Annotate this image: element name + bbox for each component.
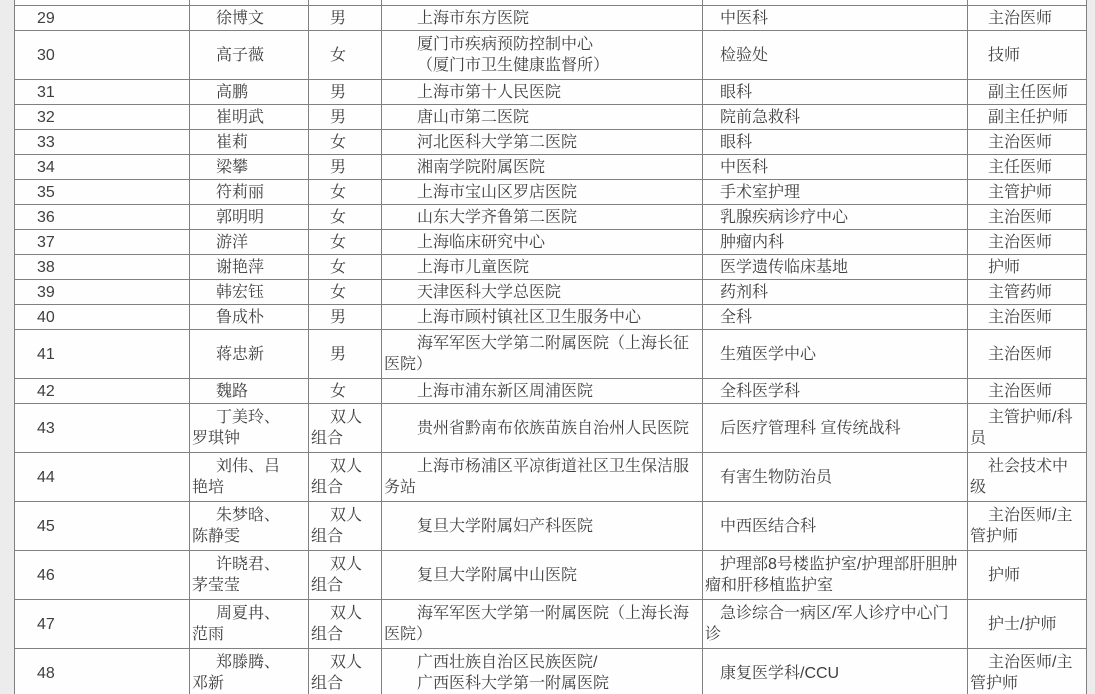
cell-text-line: 河北医科大学第二医院: [417, 133, 578, 151]
cell-text-line: 管护师: [970, 675, 1019, 692]
cell-department: [703, 205, 968, 230]
cell-title: [968, 600, 1087, 649]
cell-gender: [309, 379, 382, 404]
row-number-text: 39: [37, 283, 55, 301]
cell-text-line: 范雨: [192, 626, 225, 643]
cell-text-line: 手术室护理: [720, 183, 801, 201]
cell-text-line: 组合: [311, 675, 344, 692]
cell-text-line: 朱梦晗、: [216, 507, 281, 524]
cell-hospital: [382, 305, 703, 330]
cell-name: [190, 600, 309, 649]
row-number-text: 42: [37, 382, 55, 400]
cell-row-number: [15, 105, 190, 130]
row-number-text: 37: [37, 233, 55, 251]
row-number-text: 30: [37, 46, 55, 64]
cell-text-line: 双人: [330, 409, 363, 426]
cell-text-line: 鲁成朴: [216, 308, 265, 326]
cell-row-number: [15, 180, 190, 205]
cell-text-line: 组合: [311, 528, 344, 545]
cell-text-line: 双人: [330, 507, 363, 524]
cell-text-line: 双人: [330, 605, 363, 622]
cell-text-line: 许晓君、: [216, 556, 281, 573]
table-row: [15, 649, 1087, 694]
cell-row-number: [15, 155, 190, 180]
cell-hospital: [382, 255, 703, 280]
cell-hospital: [382, 600, 703, 649]
cell-row-number: [15, 6, 190, 31]
cell-department: [703, 330, 968, 379]
row-number-text: 35: [37, 183, 55, 201]
cell-text-line: 全科: [720, 308, 753, 326]
cell-text-line: 上海市杨浦区平凉街道社区卫生保洁服: [417, 458, 690, 475]
cell-text-line: 男: [330, 83, 347, 101]
cell-text-line: 主治医师: [988, 233, 1053, 251]
cell-text-line: 急诊综合一病区/军人诊疗中心门: [720, 605, 949, 622]
cell-text-line: 天津医科大学总医院: [417, 283, 562, 301]
cell-text-line: 全科医学科: [720, 382, 801, 400]
cell-text-line: 男: [330, 108, 347, 126]
cell-title: [968, 255, 1087, 280]
table-row: [15, 180, 1087, 205]
cell-text-line: 女: [330, 382, 347, 400]
cell-department: [703, 105, 968, 130]
cell-text-line: 主治医师/主: [988, 507, 1073, 524]
cell-text-line: 女: [330, 233, 347, 251]
cell-gender: [309, 31, 382, 80]
cell-title: [968, 105, 1087, 130]
cell-text-line: 复旦大学附属妇产科医院: [417, 517, 594, 535]
cell-text-line: 邓新: [192, 675, 225, 692]
cell-text-line: 广西壮族自治区民族医院/: [417, 654, 598, 671]
cell-text-line: 梁攀: [216, 158, 249, 176]
cell-text-line: 高鹏: [216, 83, 249, 101]
row-number-text: 40: [37, 308, 55, 326]
cell-row-number: [15, 255, 190, 280]
cell-text-line: 主治医师: [988, 133, 1053, 151]
cell-text-line: 高子薇: [216, 46, 265, 64]
cell-gender: [309, 280, 382, 305]
row-number-text: 48: [37, 664, 55, 682]
cell-department: [703, 180, 968, 205]
cell-hospital: [382, 105, 703, 130]
table-row: [15, 305, 1087, 330]
cell-text-line: 上海市浦东新区周浦医院: [417, 382, 594, 400]
cell-text-line: 主管护师/科: [988, 409, 1073, 426]
cell-row-number: [15, 502, 190, 551]
cell-text-line: 符莉丽: [216, 183, 265, 201]
cell-row-number: [15, 453, 190, 502]
cell-text-line: 海军军医大学第二附属医院（上海长征: [417, 335, 690, 352]
table-row: [15, 600, 1087, 649]
cell-text-line: 中医科: [720, 9, 769, 27]
table-row: [15, 105, 1087, 130]
personnel-table-body: [15, 0, 1087, 694]
cell-text-line: 级: [970, 479, 987, 496]
cell-gender: [309, 180, 382, 205]
cell-gender: [309, 80, 382, 105]
cell-title: [968, 649, 1087, 694]
cell-text-line: 女: [330, 258, 347, 276]
cell-name: [190, 255, 309, 280]
cell-text-line: 药剂科: [720, 283, 769, 301]
cell-hospital: [382, 205, 703, 230]
cell-text-line: 周夏冉、: [216, 605, 281, 622]
cell-title: [968, 205, 1087, 230]
table-row: [15, 255, 1087, 280]
row-number-text: 46: [37, 566, 55, 584]
cell-department: [703, 305, 968, 330]
cell-department: [703, 80, 968, 105]
cell-name: [190, 6, 309, 31]
cell-row-number: [15, 230, 190, 255]
cell-name: [190, 330, 309, 379]
cell-department: [703, 453, 968, 502]
cell-gender: [309, 404, 382, 453]
cell-title: [968, 453, 1087, 502]
cell-text-line: 男: [330, 9, 347, 27]
cell-hospital: [382, 379, 703, 404]
cell-text-line: 医院）: [384, 356, 433, 373]
cell-row-number: [15, 551, 190, 600]
cell-row-number: [15, 205, 190, 230]
cell-title: [968, 6, 1087, 31]
cell-text-line: 山东大学齐鲁第二医院: [417, 208, 578, 226]
row-number-text: 31: [37, 83, 55, 101]
cell-text-line: 医学遗传临床基地: [720, 258, 849, 276]
cell-text-line: 康复医学科/CCU: [720, 664, 840, 682]
cell-text-line: 男: [330, 345, 347, 363]
cell-gender: [309, 130, 382, 155]
cell-title: [968, 502, 1087, 551]
cell-text-line: 女: [330, 208, 347, 226]
cell-text-line: 韩宏钰: [216, 283, 265, 301]
row-number-text: 29: [37, 9, 55, 27]
cell-text-line: 管护师: [970, 528, 1019, 545]
cell-name: [190, 205, 309, 230]
cell-row-number: [15, 649, 190, 694]
row-number-text: 34: [37, 158, 55, 176]
cell-text-line: 社会技术中: [988, 458, 1069, 475]
cell-gender: [309, 105, 382, 130]
cell-hospital: [382, 130, 703, 155]
cell-text-line: 复旦大学附属中山医院: [417, 566, 578, 584]
cell-row-number: [15, 31, 190, 80]
row-number-text: 32: [37, 108, 55, 126]
cell-row-number: [15, 600, 190, 649]
cell-text-line: 院前急救科: [720, 108, 801, 126]
cell-text-line: 后医疗管理科 宣传统战科: [720, 419, 901, 437]
cell-hospital: [382, 280, 703, 305]
cell-text-line: 肿瘤内科: [720, 233, 785, 251]
cell-text-line: 主治医师: [988, 208, 1053, 226]
cell-text-line: 贵州省黔南布依族苗族自治州人民医院: [417, 419, 690, 437]
table-row: [15, 280, 1087, 305]
cell-text-line: 副主任医师: [988, 83, 1069, 101]
cell-text-line: 检验处: [720, 46, 769, 64]
cell-text-line: 蒋忠新: [216, 345, 265, 363]
cell-text-line: 护师: [988, 566, 1021, 584]
cell-department: [703, 130, 968, 155]
cell-text-line: 员: [970, 430, 987, 447]
cell-department: [703, 230, 968, 255]
table-row: [15, 379, 1087, 404]
cell-text-line: 主任医师: [988, 158, 1053, 176]
cell-text-line: 女: [330, 46, 347, 64]
cell-text-line: 女: [330, 283, 347, 301]
cell-text-line: 有害生物防治员: [720, 468, 833, 486]
cell-row-number: [15, 280, 190, 305]
row-number-text: 43: [37, 419, 55, 437]
cell-hospital: [382, 649, 703, 694]
cell-gender: [309, 502, 382, 551]
cell-text-line: 广西医科大学第一附属医院: [417, 675, 610, 692]
cell-hospital: [382, 6, 703, 31]
cell-department: [703, 404, 968, 453]
cell-text-line: 中西医结合科: [720, 517, 817, 535]
cell-gender: [309, 330, 382, 379]
cell-row-number: [15, 130, 190, 155]
cell-text-line: 刘伟、吕: [216, 458, 281, 475]
cell-row-number: [15, 80, 190, 105]
table-row: [15, 453, 1087, 502]
row-number-text: 41: [37, 345, 55, 363]
cell-title: [968, 130, 1087, 155]
cell-title: [968, 305, 1087, 330]
cell-name: [190, 305, 309, 330]
cell-text-line: 上海市宝山区罗店医院: [417, 183, 578, 201]
cell-text-line: 上海市第十人民医院: [417, 83, 562, 101]
cell-department: [703, 649, 968, 694]
cell-hospital: [382, 180, 703, 205]
cell-name: [190, 551, 309, 600]
cell-hospital: [382, 551, 703, 600]
cell-name: [190, 649, 309, 694]
table-row: [15, 80, 1087, 105]
cell-text-line: （厦门市卫生健康监督所）: [417, 57, 610, 74]
cell-name: [190, 453, 309, 502]
cell-text-line: 丁美玲、: [216, 409, 281, 426]
cell-hospital: [382, 80, 703, 105]
cell-department: [703, 255, 968, 280]
cell-gender: [309, 453, 382, 502]
cell-name: [190, 155, 309, 180]
row-number-text: 44: [37, 468, 55, 486]
cell-text-line: 上海市东方医院: [417, 9, 530, 27]
table-row: [15, 130, 1087, 155]
cell-row-number: [15, 379, 190, 404]
cell-title: [968, 155, 1087, 180]
cell-text-line: 护士/护师: [988, 615, 1057, 633]
cell-text-line: 上海市儿童医院: [417, 258, 530, 276]
cell-text-line: 女: [330, 183, 347, 201]
cell-gender: [309, 230, 382, 255]
cell-text-line: 唐山市第二医院: [417, 108, 530, 126]
row-number-text: 38: [37, 258, 55, 276]
cell-hospital: [382, 330, 703, 379]
cell-title: [968, 280, 1087, 305]
cell-text-line: 谢艳萍: [216, 258, 265, 276]
cell-text-line: 主治医师: [988, 308, 1053, 326]
cell-hospital: [382, 31, 703, 80]
cell-text-line: 主治医师: [988, 382, 1053, 400]
cell-hospital: [382, 155, 703, 180]
cell-title: [968, 230, 1087, 255]
cell-text-line: 海军军医大学第一附属医院（上海长海: [417, 605, 690, 622]
cell-title: [968, 330, 1087, 379]
cell-text-line: 护理部8号楼监护室/护理部肝胆肿: [720, 556, 958, 573]
cell-text-line: 双人: [330, 654, 363, 671]
cell-text-line: 罗琪钟: [192, 430, 241, 447]
table-row: [15, 230, 1087, 255]
cell-department: [703, 502, 968, 551]
cell-text-line: 主治医师: [988, 9, 1053, 27]
cell-text-line: 组合: [311, 577, 344, 594]
cell-text-line: 女: [330, 133, 347, 151]
cell-row-number: [15, 330, 190, 379]
cell-title: [968, 31, 1087, 80]
table-row: [15, 502, 1087, 551]
cell-department: [703, 31, 968, 80]
cell-department: [703, 379, 968, 404]
cell-text-line: 双人: [330, 556, 363, 573]
cell-text-line: 茅莹莹: [192, 577, 241, 594]
cell-title: [968, 404, 1087, 453]
cell-name: [190, 130, 309, 155]
cell-text-line: 主治医师/主: [988, 654, 1073, 671]
cell-text-line: 眼科: [720, 83, 753, 101]
table-row: [15, 6, 1087, 31]
cell-name: [190, 379, 309, 404]
cell-text-line: 崔莉: [216, 133, 249, 151]
table-row: [15, 31, 1087, 80]
cell-hospital: [382, 230, 703, 255]
cell-name: [190, 31, 309, 80]
cell-text-line: 游洋: [216, 233, 249, 251]
cell-text-line: 湘南学院附属医院: [417, 158, 546, 176]
cell-department: [703, 155, 968, 180]
table-row: [15, 205, 1087, 230]
cell-name: [190, 180, 309, 205]
row-number-text: 47: [37, 615, 55, 633]
cell-text-line: 艳培: [192, 479, 225, 496]
cell-text-line: 郑滕腾、: [216, 654, 281, 671]
table-row: [15, 404, 1087, 453]
cell-title: [968, 551, 1087, 600]
cell-text-line: 厦门市疾病预防控制中心: [417, 36, 594, 53]
cell-hospital: [382, 404, 703, 453]
table-row: [15, 551, 1087, 600]
cell-department: [703, 551, 968, 600]
cell-text-line: 诊: [705, 626, 722, 643]
cell-text-line: 副主任护师: [988, 108, 1069, 126]
cell-text-line: 陈静雯: [192, 528, 241, 545]
cell-department: [703, 6, 968, 31]
cell-gender: [309, 155, 382, 180]
cell-name: [190, 80, 309, 105]
cell-title: [968, 80, 1087, 105]
table-row: [15, 155, 1087, 180]
cell-text-line: 男: [330, 308, 347, 326]
cell-text-line: 乳腺疾病诊疗中心: [720, 208, 849, 226]
cell-name: [190, 105, 309, 130]
cell-gender: [309, 205, 382, 230]
cell-text-line: 组合: [311, 479, 344, 496]
cell-text-line: 护师: [988, 258, 1021, 276]
table-row: [15, 330, 1087, 379]
cell-department: [703, 280, 968, 305]
cell-text-line: 主管护师: [988, 183, 1053, 201]
cell-text-line: 魏路: [216, 382, 249, 400]
cell-text-line: 崔明武: [216, 108, 265, 126]
row-number-text: 45: [37, 517, 55, 535]
cell-text-line: 上海市顾村镇社区卫生服务中心: [417, 308, 642, 326]
cell-name: [190, 502, 309, 551]
cell-text-line: 眼科: [720, 133, 753, 151]
cell-title: [968, 379, 1087, 404]
cell-row-number: [15, 305, 190, 330]
cell-name: [190, 280, 309, 305]
cell-text-line: 双人: [330, 458, 363, 475]
cell-text-line: 务站: [384, 479, 417, 496]
cell-row-number: [15, 404, 190, 453]
cell-text-line: 主管药师: [988, 283, 1053, 301]
cell-text-line: 组合: [311, 626, 344, 643]
row-number-text: 33: [37, 133, 55, 151]
cell-title: [968, 180, 1087, 205]
cell-department: [703, 600, 968, 649]
personnel-table: [14, 0, 1087, 694]
cell-text-line: 瘤和肝移植监护室: [705, 577, 834, 594]
cell-gender: [309, 649, 382, 694]
cell-name: [190, 404, 309, 453]
cell-hospital: [382, 502, 703, 551]
cell-gender: [309, 255, 382, 280]
cell-text-line: 男: [330, 158, 347, 176]
cell-text-line: 生殖医学中心: [720, 345, 817, 363]
cell-text-line: 中医科: [720, 158, 769, 176]
cell-gender: [309, 305, 382, 330]
cell-gender: [309, 6, 382, 31]
cell-hospital: [382, 453, 703, 502]
cell-text-line: 徐博文: [216, 9, 265, 27]
cell-text-line: 技师: [988, 46, 1021, 64]
row-number-text: 36: [37, 208, 55, 226]
cell-text-line: 组合: [311, 430, 344, 447]
cell-text-line: 医院）: [384, 626, 433, 643]
cell-gender: [309, 551, 382, 600]
cell-text-line: 主治医师: [988, 345, 1053, 363]
cell-name: [190, 230, 309, 255]
cell-gender: [309, 600, 382, 649]
cell-text-line: 上海临床研究中心: [417, 233, 546, 251]
cell-text-line: 郭明明: [216, 208, 265, 226]
